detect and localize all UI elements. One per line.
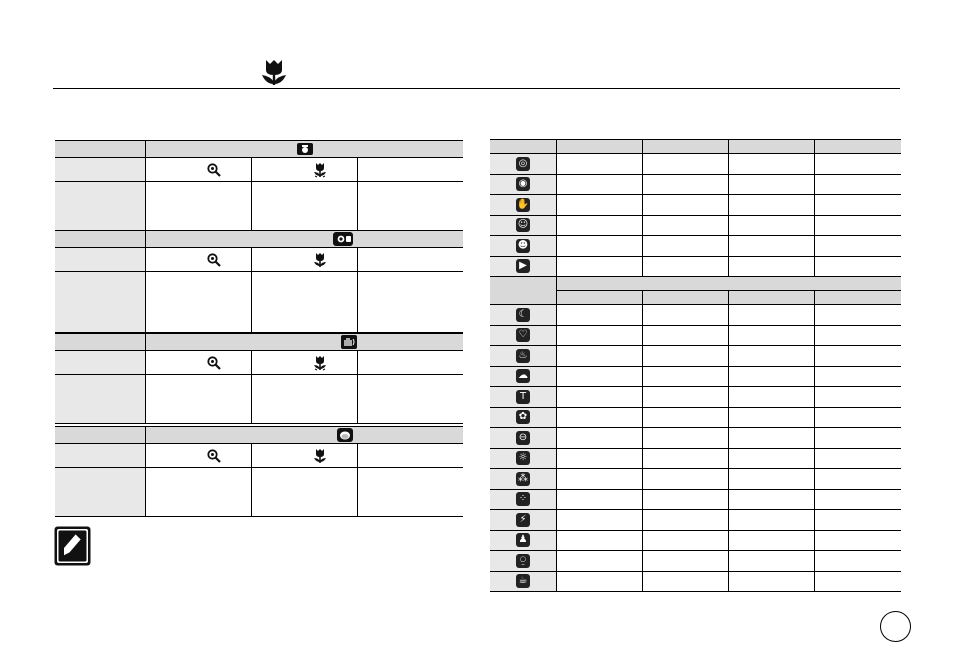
program-icon: ◉ xyxy=(516,177,530,191)
focus-table-face xyxy=(55,426,463,517)
scene-focus-table xyxy=(490,139,901,592)
text-icon: T xyxy=(516,390,530,404)
self-shot-icon: ⚡ xyxy=(516,513,530,527)
header-rule xyxy=(53,88,900,89)
movie-icon: ▶ xyxy=(516,259,530,273)
hand-stabilizer-icon xyxy=(341,335,357,349)
focus-table-dis xyxy=(55,333,463,424)
portrait-icon: ☻ xyxy=(517,239,529,251)
program-camera-icon xyxy=(333,232,353,246)
children-icon: ♡ xyxy=(516,328,530,342)
sunset-icon: ✿ xyxy=(516,410,530,424)
cafe-icon: ⍜ xyxy=(516,554,530,568)
auto-icon: ◎ xyxy=(516,157,530,171)
zoom-icon xyxy=(207,449,221,463)
macro-icon xyxy=(313,448,327,464)
beach-snow-icon: ⁘ xyxy=(516,492,530,506)
zoom-icon xyxy=(207,356,221,370)
dis-icon: ✋ xyxy=(516,198,530,210)
zoom-icon xyxy=(207,163,221,177)
zoom-icon xyxy=(207,253,221,267)
cafe-cup-icon: ☕ xyxy=(516,574,530,588)
note-pencil-icon xyxy=(54,526,91,566)
macro-flower-icon xyxy=(259,58,289,86)
camera-icon xyxy=(297,143,313,155)
fireworks-icon: ⁂ xyxy=(518,472,528,484)
focus-table-program xyxy=(55,230,463,333)
face-mode-icon xyxy=(337,428,353,442)
focus-table-auto xyxy=(55,140,463,233)
dawn-icon: ⊖ xyxy=(516,431,530,445)
landscape-icon: ♨ xyxy=(516,349,530,363)
page-number-circle xyxy=(880,611,911,642)
backlight-icon: ☼ xyxy=(516,451,530,465)
photo-help-icon: ☺ xyxy=(517,219,529,231)
night-icon: ☾ xyxy=(516,308,530,322)
food-icon: ♟ xyxy=(516,533,530,547)
macro-icon xyxy=(313,252,327,268)
macro-icon xyxy=(313,162,327,178)
macro-icon xyxy=(313,355,327,371)
close-up-icon: ☁ xyxy=(518,370,528,382)
